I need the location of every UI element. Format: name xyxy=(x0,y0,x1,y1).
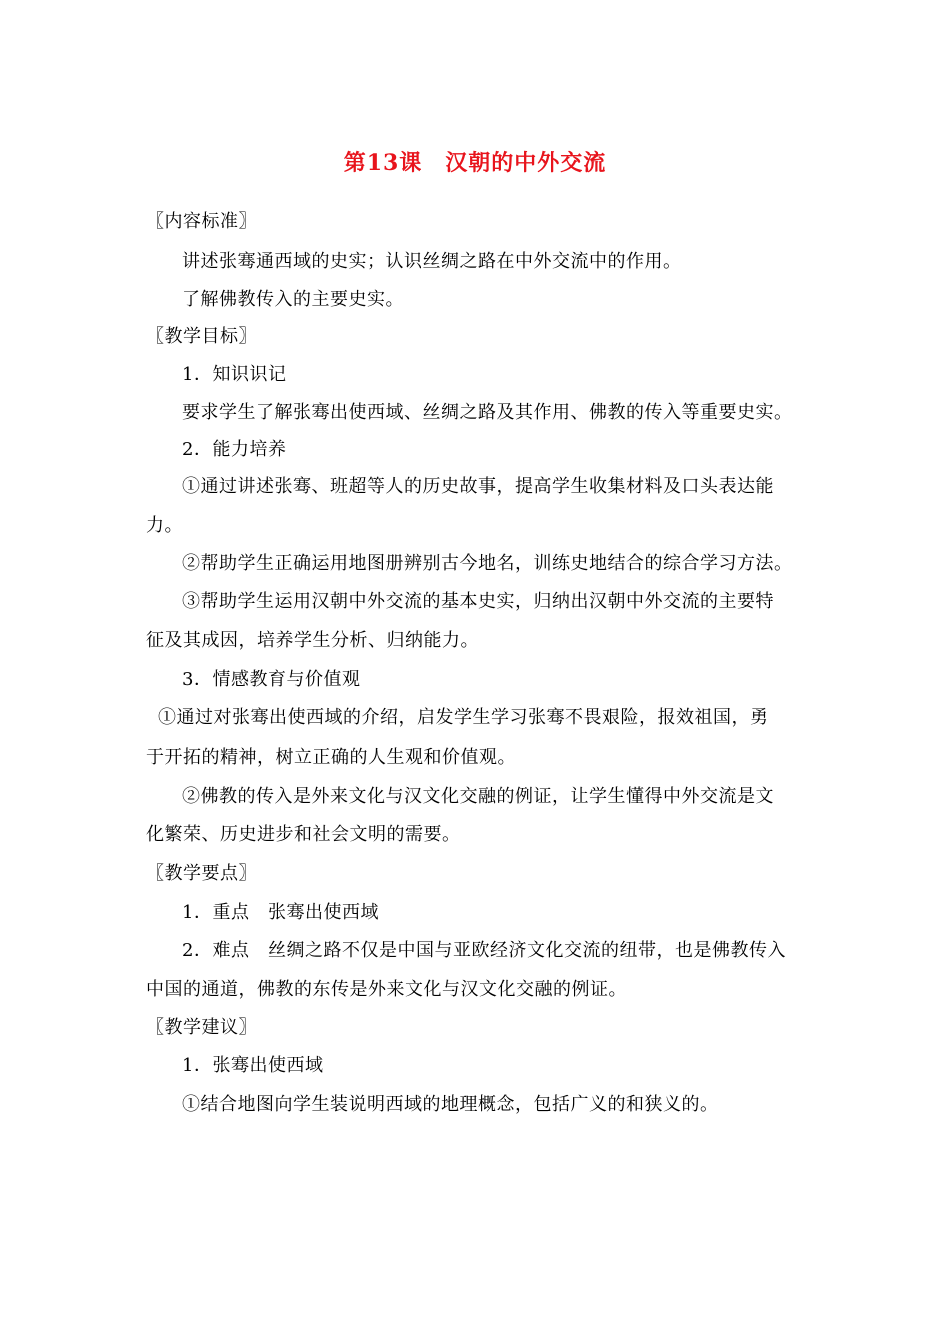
paragraph-emotion-2-line-2: 化繁荣、历史进步和社会文明的需要。 xyxy=(146,824,461,845)
paragraph-difficult-point-line-1: 2．难点 丝绸之路不仅是中国与亚欧经济文化交流的纽带，也是佛教传入 xyxy=(182,940,786,961)
paragraph-emotion-1-line-2: 于开拓的精神，树立正确的人生观和价值观。 xyxy=(146,747,516,768)
paragraph-ability-3-line-2: 征及其成因，培养学生分析、归纳能力。 xyxy=(146,630,479,651)
subheading-zhang-qian: 1．张骞出使西域 xyxy=(182,1055,324,1076)
paragraph-ability-2: ②帮助学生正确运用地图册辨别古今地名，训练史地结合的综合学习方法。 xyxy=(182,553,793,574)
paragraph-suggestion-1: ①结合地图向学生装说明西域的地理概念，包括广义的和狭义的。 xyxy=(182,1094,719,1115)
subheading-knowledge: 1．知识识记 xyxy=(182,364,287,385)
section-heading-teaching-goals: 〖教学目标〗 xyxy=(146,326,257,347)
paragraph-ability-1-line-1: ①通过讲述张骞、班超等人的历史故事，提高学生收集材料及口头表达能 xyxy=(182,476,774,497)
paragraph-ability-1-line-2: 力。 xyxy=(146,515,183,536)
paragraph-difficult-point-line-2: 中国的通道，佛教的东传是外来文化与汉文化交融的例证。 xyxy=(146,979,627,1000)
paragraph-emotion-1-line-1: ①通过对张骞出使西域的介绍，启发学生学习张骞不畏艰险，报效祖国，勇 xyxy=(158,707,769,728)
lesson-title: 第13课 汉朝的中外交流 xyxy=(343,150,607,176)
section-heading-teaching-suggestions: 〖教学建议〗 xyxy=(146,1017,257,1038)
subheading-ability: 2．能力培养 xyxy=(182,439,287,460)
paragraph-standard-1: 讲述张骞通西域的史实；认识丝绸之路在中外交流中的作用。 xyxy=(182,251,682,272)
subheading-emotion: 3．情感教育与价值观 xyxy=(182,669,361,690)
paragraph-key-point: 1．重点 张骞出使西域 xyxy=(182,902,379,923)
paragraph-ability-3-line-1: ③帮助学生运用汉朝中外交流的基本史实，归纳出汉朝中外交流的主要特 xyxy=(182,591,774,612)
section-heading-teaching-points: 〖教学要点〗 xyxy=(146,863,257,884)
paragraph-emotion-2-line-1: ②佛教的传入是外来文化与汉文化交融的例证，让学生懂得中外交流是文 xyxy=(182,786,774,807)
section-heading-content-standard: 〖内容标准〗 xyxy=(146,211,257,232)
paragraph-knowledge: 要求学生了解张骞出使西域、丝绸之路及其作用、佛教的传入等重要史实。 xyxy=(182,402,793,423)
paragraph-standard-2: 了解佛教传入的主要史实。 xyxy=(182,289,404,310)
